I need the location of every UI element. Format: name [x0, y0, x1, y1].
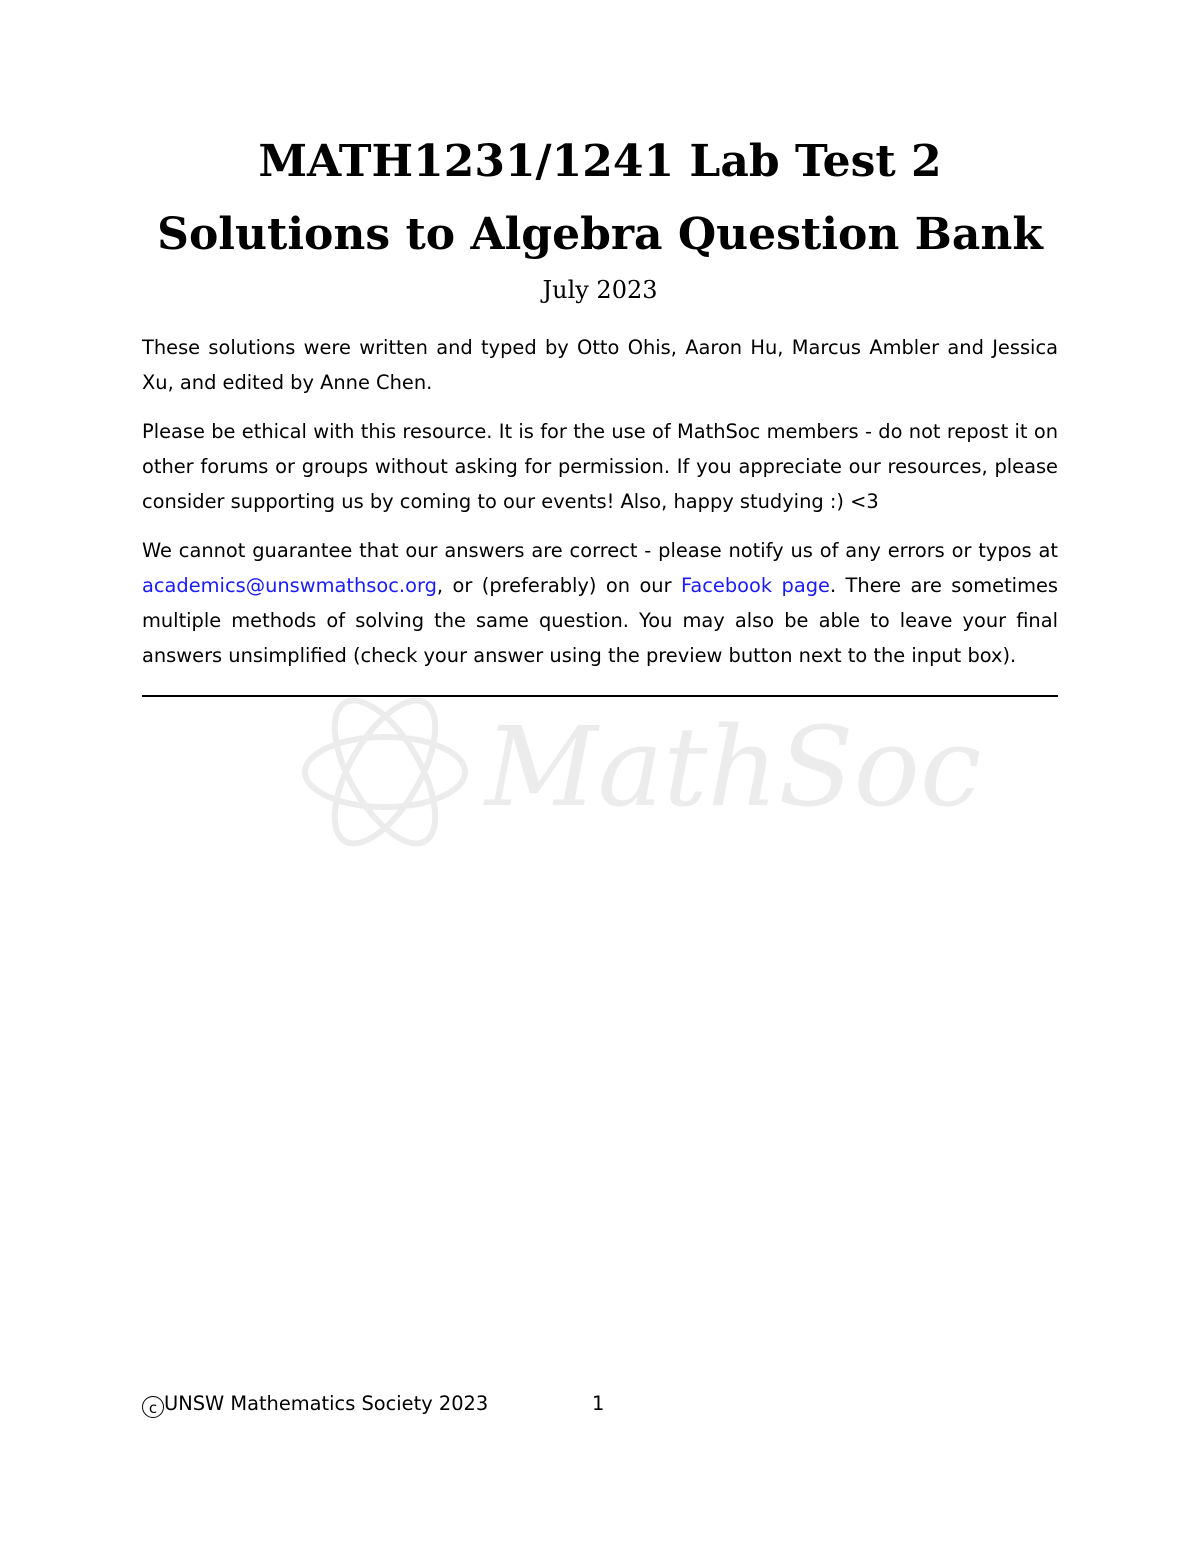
mathsoc-logo-icon: [285, 672, 485, 872]
document-date: July 2023: [542, 276, 658, 304]
watermark-text: MathSoc: [485, 703, 982, 831]
disclaimer-paragraph: [142, 533, 1058, 673]
footer-text: UNSW Mathematics Society 2023: [164, 1392, 489, 1415]
mathsoc-watermark: [285, 672, 982, 872]
document-title-line-2: Solutions to Algebra Question Bank: [157, 209, 1043, 260]
footer-copyright: [142, 1392, 488, 1418]
page-number: 1: [592, 1392, 605, 1415]
disclaimer-text-3: . There are sometimes multiple methods of solving the same question. You may also be able to leave your final answers unsimplified (check your answer using the preview button next to the input box).: [142, 574, 1058, 667]
disclaimer-text-1: We cannot guarantee that our answers are correct - please notify us of any errors or typos at: [142, 539, 1058, 562]
email-link[interactable]: academics@unswmathsoc.org: [142, 574, 437, 597]
document-body: [142, 330, 1058, 687]
document-title-line-1: MATH1231/1241 Lab Test 2: [258, 136, 942, 187]
authors-paragraph: These solutions were written and typed by Otto Ohis, Aaron Hu, Marcus Ambler and Jessica Xu, and edited by Anne Chen.: [142, 336, 1058, 394]
copyright-icon: c: [142, 1396, 164, 1418]
facebook-page-link[interactable]: Facebook page: [681, 574, 830, 597]
ethics-paragraph: Please be ethical with this resource. It is for the use of MathSoc members - do not repost it on other forums or groups without asking for permission. If you appreciate our resources, please consider supporting us by coming to our events! Also, happy studying :) <3: [142, 420, 1058, 513]
disclaimer-text-2: , or (preferably) on our: [436, 574, 681, 597]
